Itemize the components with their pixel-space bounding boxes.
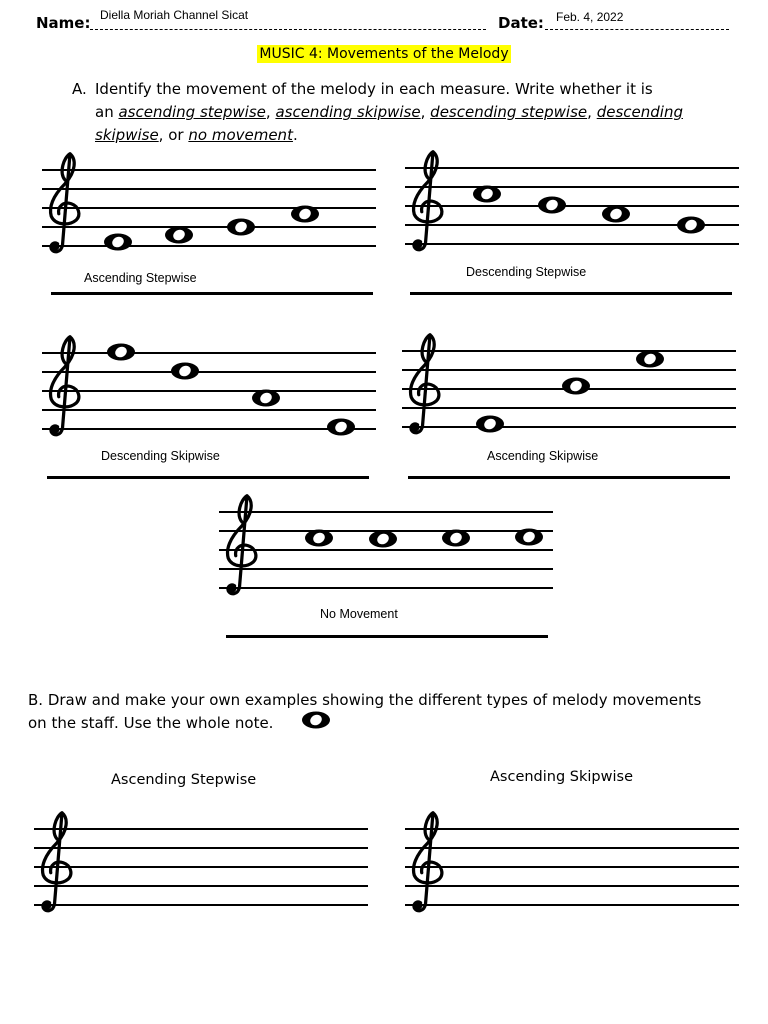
whole-note-icon <box>677 217 705 234</box>
name-value[interactable]: Diella Moriah Channel Sicat <box>100 8 249 22</box>
whole-note-icon <box>369 531 397 548</box>
whole-note-icon <box>538 197 566 214</box>
answer-1[interactable]: Ascending Stepwise <box>84 271 197 285</box>
answer-4[interactable]: Ascending Skipwise <box>487 449 599 463</box>
treble-clef-icon <box>51 337 79 435</box>
treble-clef-icon <box>411 335 439 433</box>
whole-note-icon <box>252 390 280 407</box>
whole-note-icon <box>636 351 664 368</box>
part-a-instructions: Identify the movement of the melody in each measure. Write whether it is an ascending stepwise, ascending skipwise, descending stepwise, descending skipwise, or no movement. <box>95 80 683 144</box>
treble-clef-icon <box>228 496 256 594</box>
page-title: MUSIC 4: Movements of the Melody <box>259 46 509 62</box>
answer-5[interactable]: No Movement <box>320 607 398 621</box>
whole-note-icon <box>473 186 501 203</box>
whole-note-icon <box>104 234 132 251</box>
part-b-label-2: Ascending Skipwise <box>490 769 633 785</box>
part-b-instructions: B. Draw and make your own examples showing the different types of melody movements on the staff. Use the whole note. <box>28 691 702 732</box>
part-a-letter: A. <box>72 80 87 98</box>
whole-note-icon <box>515 529 543 546</box>
answer-2[interactable]: Descending Stepwise <box>466 265 587 279</box>
whole-note-icon <box>291 206 319 223</box>
whole-note-icon <box>227 219 255 236</box>
whole-note-icon <box>171 363 199 380</box>
treble-clef-icon <box>414 813 442 911</box>
treble-clef-icon <box>51 154 79 252</box>
whole-note-icon <box>107 344 135 361</box>
part-b-label-1: Ascending Stepwise <box>111 772 257 788</box>
date-value[interactable]: Feb. 4, 2022 <box>556 10 624 24</box>
whole-note-icon <box>302 712 330 729</box>
whole-note-icon <box>305 530 333 547</box>
whole-note-icon <box>476 416 504 433</box>
treble-clef-icon <box>414 152 442 250</box>
date-label: Date: <box>498 14 544 32</box>
treble-clef-icon <box>43 813 71 911</box>
whole-note-icon <box>562 378 590 395</box>
whole-note-icon <box>327 419 355 436</box>
whole-note-icon <box>442 530 470 547</box>
answer-3[interactable]: Descending Skipwise <box>101 449 220 463</box>
name-label: Name: <box>36 14 91 32</box>
whole-note-icon <box>165 227 193 244</box>
whole-note-icon <box>602 206 630 223</box>
